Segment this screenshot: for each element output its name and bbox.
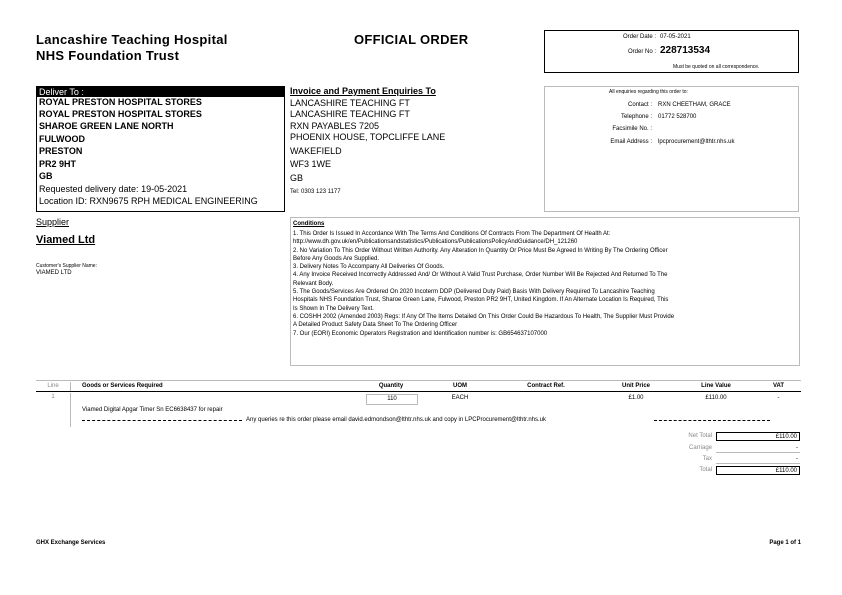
conditions-heading: Conditions [293, 221, 325, 227]
condition-line: 2. No Variation To This Order Without Written Authority. Any Alteration In Quantity Or Price Must Be Agreed In Writing By The Ordering Officer [293, 247, 668, 254]
invoice-line: LANCASHIRE TEACHING FT [290, 109, 410, 119]
invoice-line: LANCASHIRE TEACHING FT [290, 97, 410, 108]
org-name-line1: Lancashire Teaching Hospital [36, 32, 228, 47]
invoice-line: RXN PAYABLES 7205 [290, 120, 380, 131]
invoice-line: WAKEFIELD [290, 145, 342, 156]
invoice-heading: Invoice and Payment Enquiries To [290, 86, 436, 96]
net-total-label: Net Total [688, 433, 712, 439]
requested-delivery-date: Requested delivery date: 19-05-2021 [39, 183, 188, 194]
deliver-line: FULWOOD [39, 133, 85, 144]
condition-line: A Detailed Product Safety Data Sheet To The Ordering Officer [293, 322, 458, 329]
col-quantity: Quantity [378, 383, 404, 389]
deliver-line: ROYAL PRESTON HOSPITAL STORES [39, 108, 202, 119]
invoice-section [290, 86, 544, 196]
net-total-value: £110.00 [716, 432, 800, 441]
fax-label: Facsimile No. : [612, 126, 652, 132]
quote-note: Must be quoted on all correspondence. [673, 64, 760, 70]
invoice-line: WF3 1WE [290, 159, 332, 169]
condition-line: 7. Our (EORI) Economic Operators Registration and Identification number is: GB654637107000 [293, 330, 548, 337]
supplier-heading: Supplier [36, 217, 70, 227]
tax-label: Tax [702, 456, 712, 462]
deliver-line: PRESTON [39, 146, 83, 156]
email-label: Email Address : [610, 139, 652, 145]
col-line-value: Line Value [701, 383, 731, 389]
document-title: OFFICIAL ORDER [354, 32, 469, 47]
row-quantity: 110 [366, 394, 418, 405]
order-number: 228713534 [660, 45, 711, 56]
condition-line: Is Shown In The Delivery Text. [293, 305, 374, 312]
enquiries-box [544, 86, 799, 212]
total-label: Total [699, 467, 712, 473]
email-address[interactable]: lpcprocurement@lthtr.nhs.uk [658, 139, 735, 145]
location-id: Location ID: RXN9675 RPH MEDICAL ENGINEERING [39, 196, 258, 206]
deliver-line: ROYAL PRESTON HOSPITAL STORES [39, 97, 202, 107]
enquiries-heading: All enquiries regarding this order to: [609, 89, 688, 95]
deliver-to-box [36, 86, 285, 212]
customer-supplier-label: Customer's Supplier Name: [36, 263, 97, 269]
row-note: Any queries re this order please email david.edmondson@lthtr.nhs.uk and copy in LPCProcurement@lthtr.nhs.uk [246, 417, 547, 423]
row-line-value: £110.00 [705, 395, 727, 401]
dashed-rule-right [654, 420, 770, 421]
page-number: Page 1 of 1 [769, 540, 801, 546]
conditions-box [290, 217, 800, 366]
total-value: £110.00 [716, 466, 800, 475]
telephone-label: Telephone : [620, 114, 652, 120]
order-no-label: Order No : [627, 49, 656, 55]
row-uom: EACH [451, 395, 469, 401]
footer-left: GHX Exchange Services [36, 540, 106, 546]
col-goods: Goods or Services Required [82, 383, 163, 389]
invoice-line: GB [290, 172, 304, 183]
deliver-line: GB [39, 171, 53, 181]
org-name-line2: NHS Foundation Trust [36, 48, 180, 63]
carriage-label: Carriage [688, 445, 712, 451]
condition-line: 4. Any Invoice Received Incorrectly Addressed And/ Or Without A Valid Trust Purchase, Order Number Will Be Rejected And Returned To The [293, 272, 668, 279]
row-description: Viamed Digital Apgar Timer Sn EC6638437 for repair [82, 407, 223, 413]
order-info-box [544, 30, 799, 73]
contact-name: RXN CHEETHAM, GRACE [658, 102, 731, 108]
row-line-number: 1 [36, 393, 71, 427]
table-row [36, 391, 801, 427]
dashed-rule-left [82, 420, 242, 421]
carriage-value: - [716, 444, 800, 453]
col-contract: Contract Ref. [527, 383, 565, 389]
condition-line: 6. COSHH 2002 (Amended 2003) Regs: If Any Of The Items Detailed On This Order Could Be Hazardous To Health, The Supplier Must Provide [293, 313, 675, 320]
condition-line: Hospitals NHS Foundation Trust, Sharoe Green Lane, Fulwood, Preston PR2 9HT, United Kingdom. If An Alternate Location Is Required, This [293, 297, 669, 304]
row-unit-price: £1.00 [628, 395, 644, 401]
invoice-line: PHOENIX HOUSE, TOPCLIFFE LANE [290, 132, 446, 142]
order-date: 07-05-2021 [660, 34, 691, 40]
invoice-telephone: Tel: 0303 123 1177 [290, 189, 341, 195]
telephone-number: 01772 528700 [658, 114, 697, 120]
col-unit-price: Unit Price [621, 383, 650, 389]
supplier-name: Viamed Ltd [36, 234, 96, 246]
deliver-to-heading: Deliver To : [37, 87, 284, 97]
col-vat: VAT [772, 383, 785, 389]
condition-line: 3. Delivery Notes To Accompany All Deliveries Of Goods. [293, 264, 445, 271]
deliver-line: PR2 9HT [39, 158, 77, 169]
row-vat: - [777, 395, 780, 401]
col-uom: UOM [453, 383, 467, 389]
order-date-label: Order Date : [622, 34, 656, 40]
deliver-line: SHAROE GREEN LANE NORTH [39, 121, 174, 131]
condition-line: Relevant Body. [293, 280, 334, 287]
contact-label: Contact : [627, 102, 652, 108]
condition-line: Before Any Goods Are Supplied. [293, 255, 380, 262]
condition-line[interactable]: http://www.dh.gov.uk/en/Publicationsandstatistics/Publications/PublicationsPolicyAndGuidance/DH_121260 [293, 239, 578, 246]
col-line: Line [36, 382, 71, 391]
condition-line: 5. The Goods/Services Are Ordered On 2020 Incoterm DDP (Delivered Duty Paid) Basis With Delivery Required To Lancashire Teaching [293, 289, 655, 296]
tax-value: - [716, 455, 800, 464]
customer-supplier-name: VIAMED LTD [36, 270, 72, 276]
condition-line: 1. This Order Is Issued In Accordance With The Terms And Conditions Of Contracts From The Department Of Health At: [293, 231, 611, 237]
